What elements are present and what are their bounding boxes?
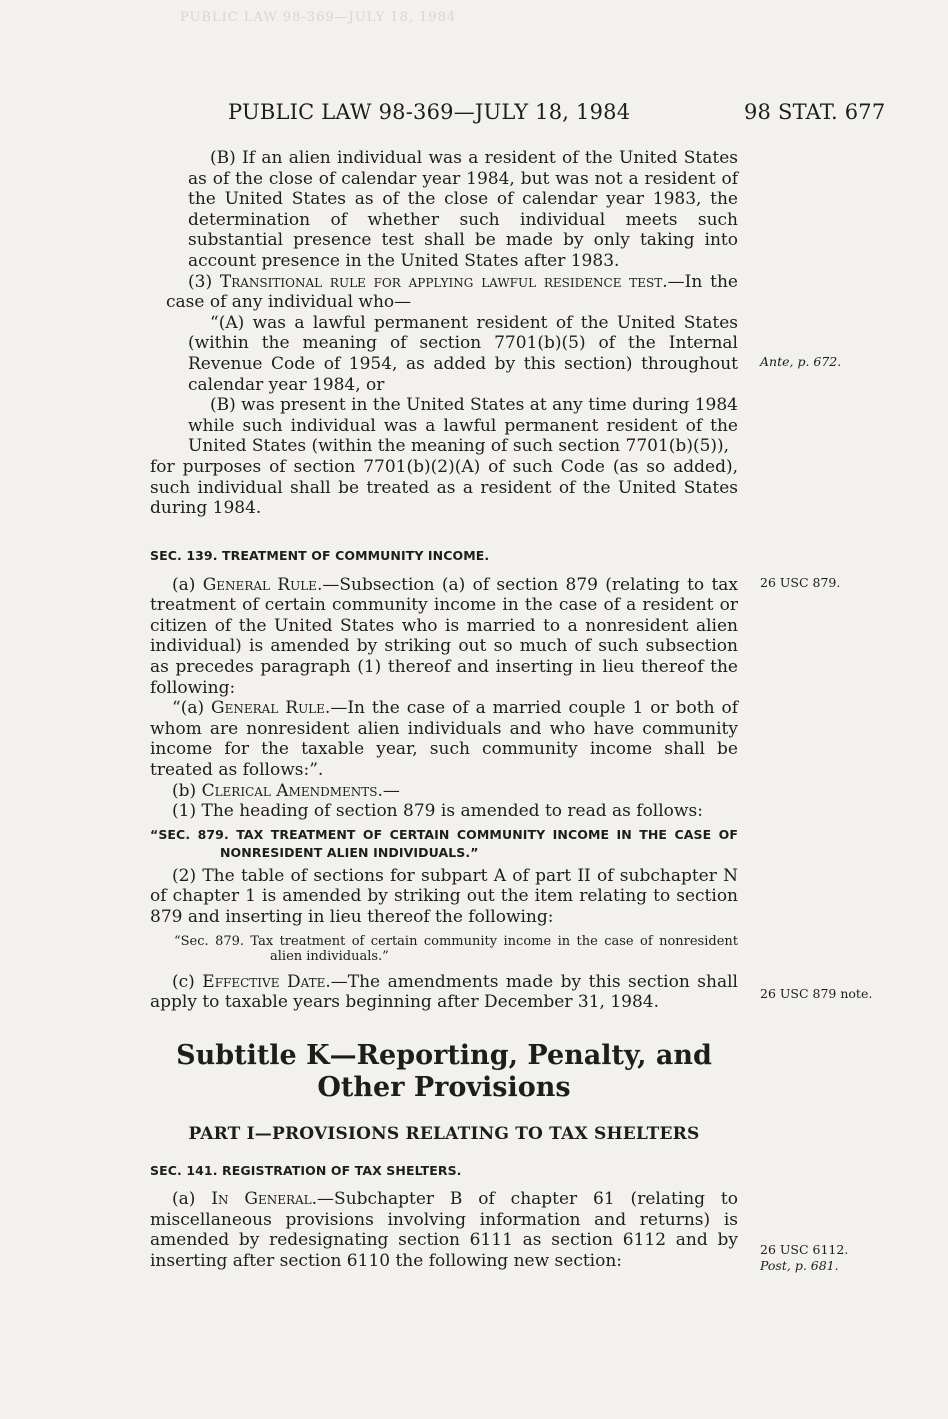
subsection-c-effective-date [150, 972, 738, 1013]
section-139-heading: SEC. 139. TREATMENT OF COMMUNITY INCOME. [150, 548, 490, 563]
subsection-b-title: Clerical Amendments. [201, 780, 383, 801]
subsection-a-text: —Subsection (a) of section 879 (relating to tax treatment of certain community income in the case of a resident or citizen of the United States who is married to a nonresident alien individual) is amended by striking out so much of such subsection as precedes paragraph (1) thereof and inserting in lieu thereof the following: [150, 574, 738, 698]
bleed-through-text: PUBLIC LAW 98-369—JULY 18, 1984 [180, 10, 457, 25]
paragraph-3-a: “(A) was a lawful permanent resident of the United States (within the meaning of section 7701(b)(5) of the Internal Revenue Code of 1954, as added by this section) throughout calendar year 1984, or [188, 312, 738, 395]
quoted-general-rule-label: “(a) [172, 698, 212, 719]
section-879-new-heading: “SEC. 879. TAX TREATMENT OF CERTAIN COMMUNITY INCOME IN THE CASE OF NONRESIDENT ALIEN INDIVIDUALS.” [150, 826, 738, 860]
quoted-general-rule [150, 698, 738, 780]
paragraph-3-transitional [166, 272, 738, 313]
subsection-b-clerical [150, 781, 738, 802]
subsection-c-text: —The amendments made by this section shall apply to taxable years beginning after December 31, 1984. [150, 971, 738, 1013]
paragraph-3-title: Transitional rule for applying lawful residence test. [219, 271, 668, 292]
quoted-general-rule-title: General Rule. [211, 698, 331, 719]
subsection-c-label: (c) [172, 971, 203, 992]
subsection-a-in-general [150, 1189, 738, 1271]
paragraph-3-conclusion: for purposes of section 7701(b)(2)(A) of such Code (as so added), such individual shall be treated as a resident of the United States during 1984. [150, 456, 738, 519]
table-of-sections-item: “Sec. 879. Tax treatment of certain community income in the case of nonresident alien individuals.” [174, 933, 738, 964]
subsection-b-label: (b) [172, 780, 202, 801]
subtitle-k-heading: Subtitle K—Reporting, Penalty, and Other Provisions [176, 1040, 712, 1103]
margin-note-usc-6112: 26 USC 6112. [760, 1242, 849, 1257]
margin-note-post: Post, p. 681. [760, 1258, 839, 1273]
paragraph-b-alien: (B) If an alien individual was a resident of the United States as of the close of calendar year 1984, but was not a resident of the United States as of the close of calendar year 1983, the determination of whether such individual meets such substantial presence test shall be made by only taking into account presence in the United States after 1983. [188, 148, 738, 271]
subsection-a-label: (a) [172, 574, 203, 595]
section-139 [150, 546, 738, 1013]
in-general-text: —Subchapter B of chapter 61 (relating to miscellaneous provisions involving information and returns) is amended by redesignating section 6111 as section 6112 and by inserting after section 6110 the following new section: [150, 1189, 738, 1271]
quoted-general-rule-text: —In the case of a married couple 1 or both of whom are nonresident alien individuals and who have community income for the taxable year, such community income shall be treated as follows:”. [150, 698, 738, 780]
subsection-b-dash: — [382, 780, 400, 801]
subtitle-k [150, 1040, 738, 1272]
margin-note-usc-879: 26 USC 879. [760, 575, 841, 590]
paragraph-3-b: (B) was present in the United States at any time during 1984 while such individual was a lawful permanent resident of the United States (within the meaning of such section 7701(b)(5)), [188, 395, 738, 457]
subsection-a-general-rule [150, 575, 738, 699]
subsection-c-title: Effective Date. [202, 971, 331, 992]
margin-note-ante: Ante, p. 672. [760, 354, 842, 369]
part-1-heading: PART I—PROVISIONS RELATING TO TAX SHELTERS [188, 1124, 700, 1144]
clerical-item-1: (1) The heading of section 879 is amended to read as follows: [172, 801, 703, 822]
running-head-title: PUBLIC LAW 98-369—JULY 18, 1984 [228, 100, 631, 124]
in-general-title: In General. [211, 1189, 318, 1210]
margin-note-usc-879-note: 26 USC 879 note. [760, 986, 873, 1001]
residence-provisions [150, 148, 738, 519]
subsection-a-title: General Rule. [202, 574, 323, 595]
in-general-label: (a) [172, 1189, 212, 1210]
paragraph-3-number: (3) [188, 271, 220, 292]
clerical-item-2: (2) The table of sections for subpart A of part II of subchapter N of chapter 1 is amended by striking out the item relating to section 879 and inserting in lieu thereof the following: [150, 865, 738, 927]
paragraph-3-text: —In the case of any individual who— [166, 271, 738, 313]
section-141-heading: SEC. 141. REGISTRATION OF TAX SHELTERS. [150, 1162, 462, 1178]
page-stat-number: 98 STAT. 677 [744, 100, 886, 124]
